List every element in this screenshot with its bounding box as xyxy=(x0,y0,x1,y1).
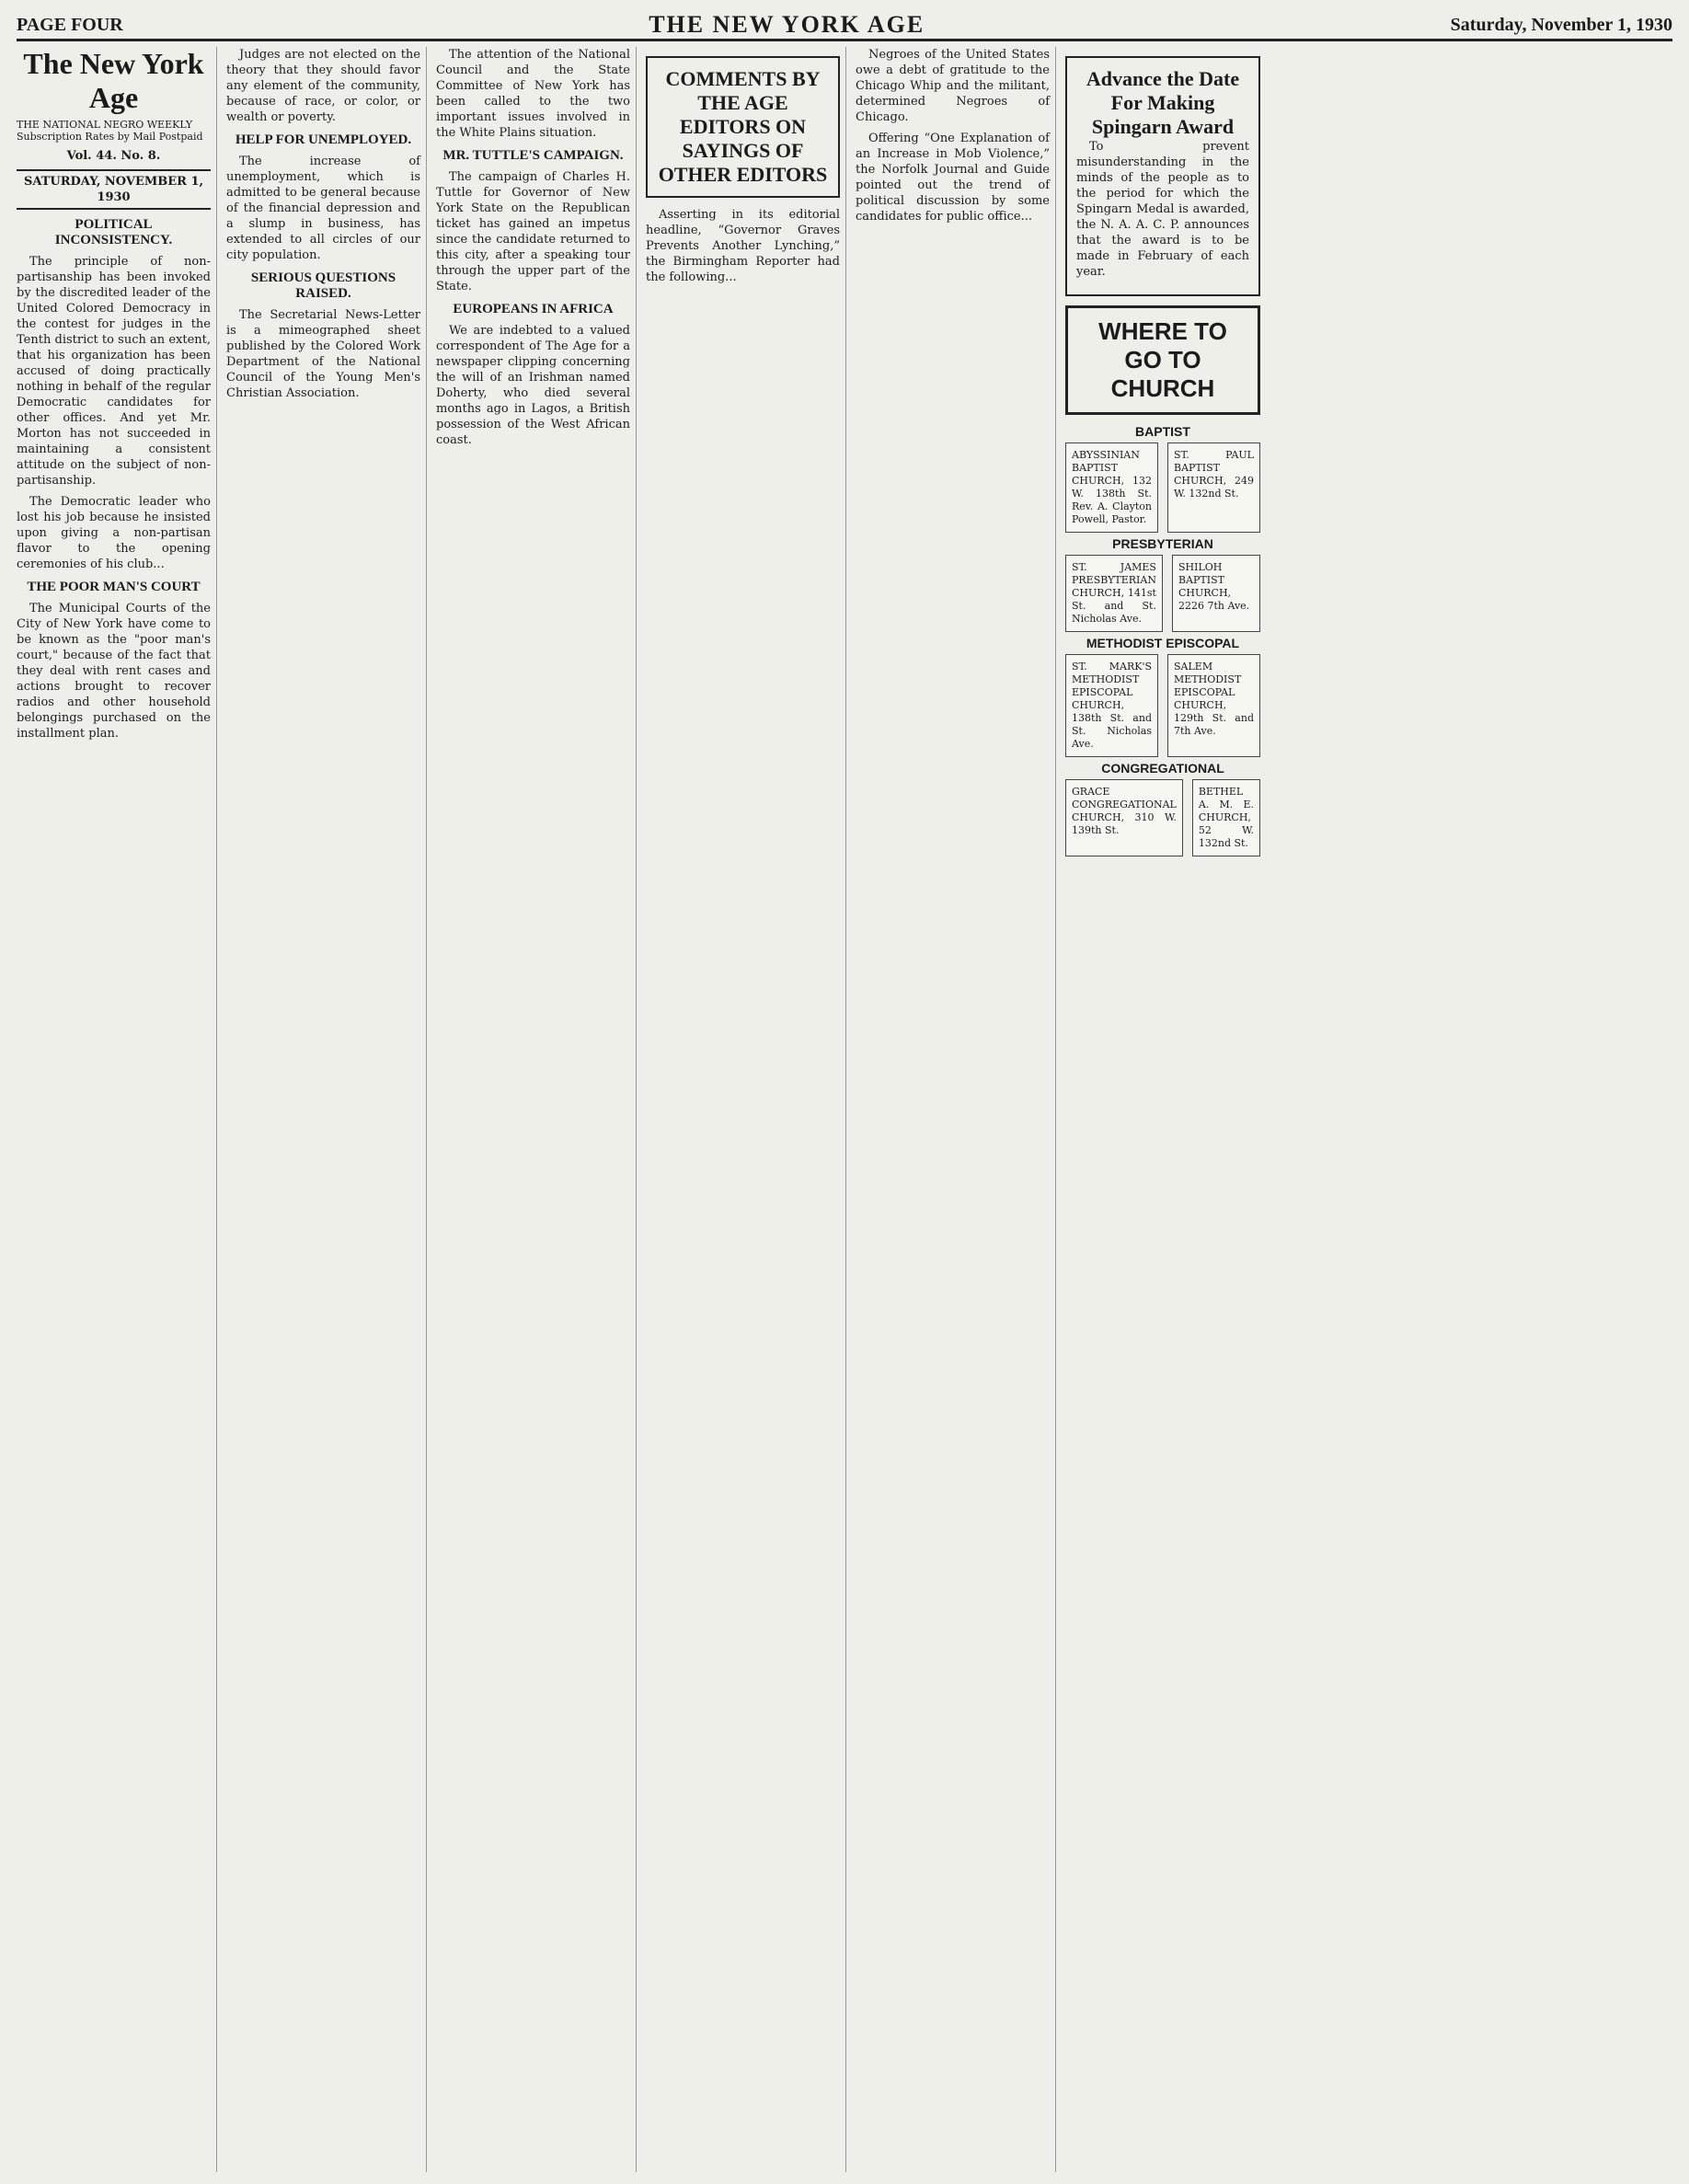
paper-flag: The New York Age xyxy=(23,47,204,114)
article-title-africa: EUROPEANS IN AFRICA xyxy=(453,302,614,316)
church-section-presbyterian: PRESBYTERIAN xyxy=(1112,536,1213,551)
column-4 xyxy=(646,47,846,2172)
church-entry: SALEM METHODIST EPISCOPAL CHURCH, 129th St. and 7th Ave. xyxy=(1167,654,1260,757)
church-section-methodist: METHODIST EPISCOPAL xyxy=(1086,636,1240,650)
column-3 xyxy=(436,47,637,2172)
page-columns xyxy=(17,47,1672,2172)
masthead xyxy=(17,11,1672,41)
church-grid-methodist xyxy=(1065,654,1260,757)
article-text-questions: The Secretarial News-Letter is a mimeographed sheet published by the Colored Work Department of the National Council of the Young Men's Christian Association. xyxy=(226,308,420,400)
volume-number: Vol. 44. No. 8. xyxy=(66,149,161,163)
article-title-political: POLITICAL INCONSISTENCY. xyxy=(54,217,173,247)
church-entry: ST. MARK'S METHODIST EPISCOPAL CHURCH, 138th St. and St. Nicholas Ave. xyxy=(1065,654,1158,757)
article-text-political: The principle of non-partisanship has been invoked by the discredited leader of the United Colored Democracy in the contest for judges in the Tenth district to such an extent, that his organization has been accused of doing practically nothing in behalf of the regular Democratic candidates for other offices. And yet Mr. Morton has not succeeded in maintaining a consistent attitude on the subject of non-partisanship. xyxy=(17,255,211,488)
church-entry: ABYSSINIAN BAPTIST CHURCH, 132 W. 138th St. Rev. A. Clayton Powell, Pastor. xyxy=(1065,443,1158,533)
article-filler-5b: Offering “One Explanation of an Increase in Mob Violence,” the Norfolk Journal and Guide pointed out the trend of political discussion by some candidates for public office... xyxy=(856,132,1050,224)
spingarn-text: To prevent misunderstanding in the minds of the people as to the period for which the Spingarn Medal is awarded, the N. A. A. C. P. announces that the award is to be made in February of each year. xyxy=(1076,140,1249,279)
church-section-congregational: CONGREGATIONAL xyxy=(1101,761,1224,776)
article-title-questions: SERIOUS QUESTIONS RAISED. xyxy=(250,270,396,301)
church-directory-title: WHERE TO GO TO CHURCH xyxy=(1065,305,1260,415)
church-entry: GRACE CONGREGATIONAL CHURCH, 310 W. 139th St. xyxy=(1065,779,1183,856)
article-title-unemployed: HELP FOR UNEMPLOYED. xyxy=(235,132,412,147)
spingarn-box xyxy=(1065,56,1260,296)
newspaper-title: THE NEW YORK AGE xyxy=(649,11,925,38)
column-1 xyxy=(17,47,217,2172)
church-section-baptist: BAPTIST xyxy=(1135,424,1190,439)
column-6 xyxy=(1065,47,1266,2172)
church-grid-congregational xyxy=(1065,779,1260,856)
article-text-unemployed: The increase of unemployment, which is admitted to be general because of the financial depression and a slump in business, has extended to all circles of our city population. xyxy=(226,155,420,262)
editorial-comments-box xyxy=(646,56,840,198)
page-label: PAGE FOUR xyxy=(17,14,123,35)
editorial-text: Asserting in its editorial headline, “Governor Graves Prevents Another Lynching,” the Birmingham Reporter had the following... xyxy=(646,208,840,284)
spingarn-title: Advance the Date For Making Spingarn Award xyxy=(1086,67,1240,138)
editorial-comments-title: COMMENTS BY THE AGE EDITORS ON SAYINGS OF OTHER EDITORS xyxy=(658,67,828,186)
publication-info: THE NATIONAL NEGRO WEEKLY Subscription Rates by Mail Postpaid xyxy=(17,119,203,143)
column-5 xyxy=(856,47,1056,2172)
column-2 xyxy=(226,47,427,2172)
article-filler-3: The attention of the National Council and the State Committee of New York has been called to the two important issues involved in the White Plains situation. xyxy=(436,48,630,140)
article-filler-2: Judges are not elected on the theory that they should favor any element of the community, because of race, or color, or wealth or poverty. xyxy=(226,48,420,124)
article-title-tuttle: MR. TUTTLE'S CAMPAIGN. xyxy=(442,148,624,163)
article-title-court: THE POOR MAN'S COURT xyxy=(27,580,201,594)
article-filler-5: Negroes of the United States owe a debt of gratitude to the Chicago Whip and the militant, determined Negroes of Chicago. xyxy=(856,48,1050,124)
article-filler: The Democratic leader who lost his job because he insisted upon giving a non-partisan flavor to the opening ceremonies of his club... xyxy=(17,495,211,571)
church-grid-baptist xyxy=(1065,443,1260,533)
church-entry: BETHEL A. M. E. CHURCH, 52 W. 132nd St. xyxy=(1192,779,1260,856)
article-text-court: The Municipal Courts of the City of New York have come to be known as the "poor man's court," because of the fact that they deal with rent cases and actions brought to recover radios and other household belongings purchased on the installment plan. xyxy=(17,602,211,741)
church-entry: ST. PAUL BAPTIST CHURCH, 249 W. 132nd St. xyxy=(1167,443,1260,533)
page-date: Saturday, November 1, 1930 xyxy=(1450,14,1672,35)
church-entry: ST. JAMES PRESBYTERIAN CHURCH, 141st St. and St. Nicholas Ave. xyxy=(1065,555,1163,632)
issue-date: SATURDAY, NOVEMBER 1, 1930 xyxy=(17,169,211,210)
church-entry: SHILOH BAPTIST CHURCH, 2226 7th Ave. xyxy=(1172,555,1260,632)
church-grid-presbyterian xyxy=(1065,555,1260,632)
article-text-africa: We are indebted to a valued correspondent of The Age for a newspaper clipping concerning the will of an Irishman named Doherty, who died several months ago in Lagos, a British possession of the West African coast. xyxy=(436,324,630,447)
article-text-tuttle: The campaign of Charles H. Tuttle for Governor of New York State on the Republican ticket has gained an impetus since the candidate returned to this city, after a speaking tour through the upper part of the State. xyxy=(436,170,630,293)
